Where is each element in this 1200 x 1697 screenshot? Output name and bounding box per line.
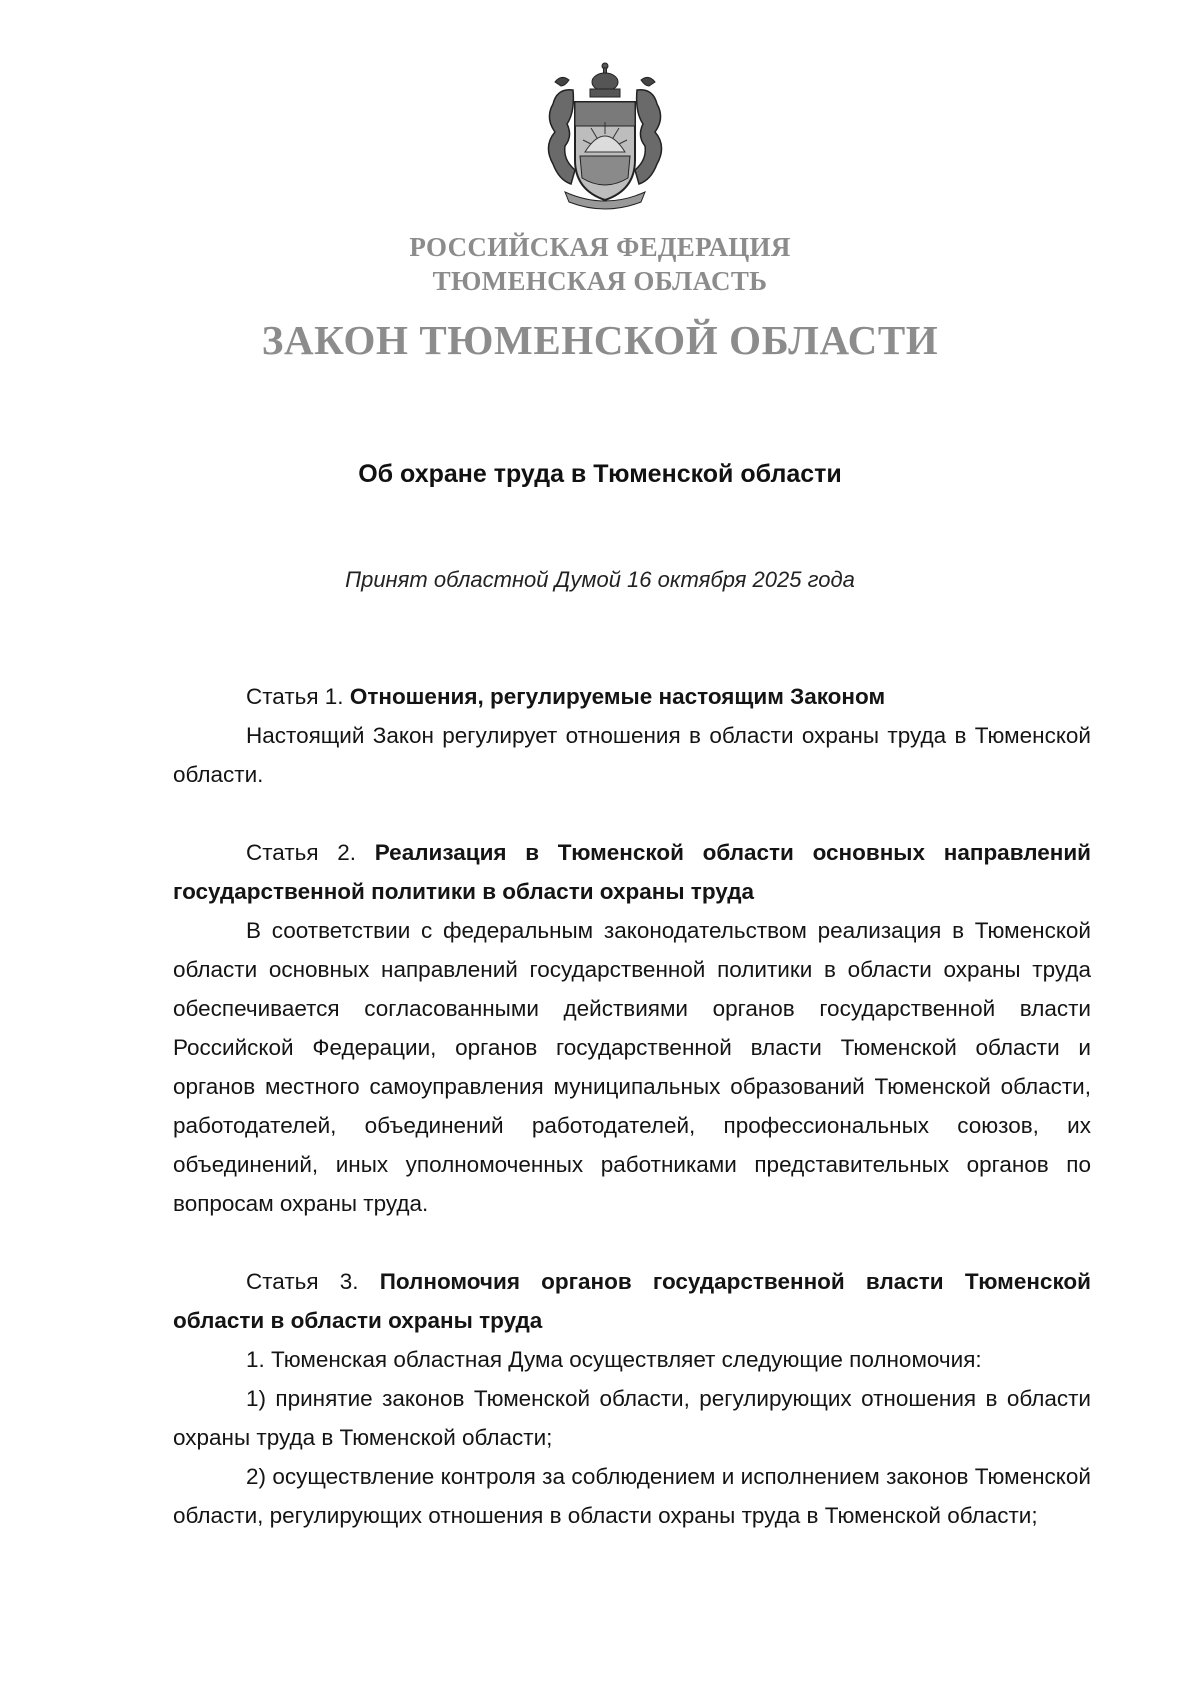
- article-paragraph: 1. Тюменская областная Дума осуществляет следующие полномочия:: [246, 1347, 982, 1372]
- article-number: Статья 1.: [246, 684, 344, 709]
- article-number: Статья 3.: [246, 1269, 359, 1294]
- law-body: [173, 677, 1091, 1535]
- country-heading: РОССИЙСКАЯ ФЕДЕРАЦИЯ: [409, 232, 791, 262]
- spacer: [173, 1223, 1091, 1262]
- article-title: Отношения, регулируемые настоящим Законом: [349, 684, 886, 709]
- article-paragraph: 1) принятие законов Тюменской области, регулирующих отношения в области охраны труда в Тюменской области;: [173, 1386, 1091, 1450]
- article-title: Полномочия органов государственной власти Тюменской области в области охраны труда: [173, 1269, 1091, 1333]
- region-heading: ТЮМЕНСКАЯ ОБЛАСТЬ: [432, 266, 768, 296]
- article-number: Статья 2.: [246, 840, 357, 865]
- document-type-heading: ЗАКОН ТЮМЕНСКОЙ ОБЛАСТИ: [261, 317, 939, 363]
- law-title: Об охране труда в Тюменской области: [358, 460, 842, 488]
- spacer: [173, 794, 1091, 833]
- coat-of-arms-icon: [535, 60, 675, 215]
- article-paragraph: В соответствии с федеральным законодательством реализация в Тюменской области основных направлений государственной политики в области охраны труда обеспечивается согласованными действиями органов государственной власти Российской Федерации, органов государственной власти Тюменской области и органов местного самоуправления муниципальных образований Тюменской области, работодателей, объединений работодателей, профессиональных союзов, их объединений, иных уполномоченных работниками представительных органов по вопросам охраны труда.: [173, 918, 1091, 1216]
- article-paragraph: Настоящий Закон регулирует отношения в области охраны труда в Тюменской области.: [173, 723, 1091, 787]
- article-heading: [173, 833, 1091, 911]
- article-heading: [173, 677, 1091, 716]
- article-title: Реализация в Тюменской области основных направлений государственной политики в области охраны труда: [173, 840, 1091, 904]
- article-paragraph: 2) осуществление контроля за соблюдением и исполнением законов Тюменской области, регулирующих отношения в области охраны труда в Тюменской области;: [173, 1464, 1091, 1528]
- article-heading: [173, 1262, 1091, 1340]
- adoption-note: Принят областной Думой 16 октября 2025 года: [345, 567, 855, 592]
